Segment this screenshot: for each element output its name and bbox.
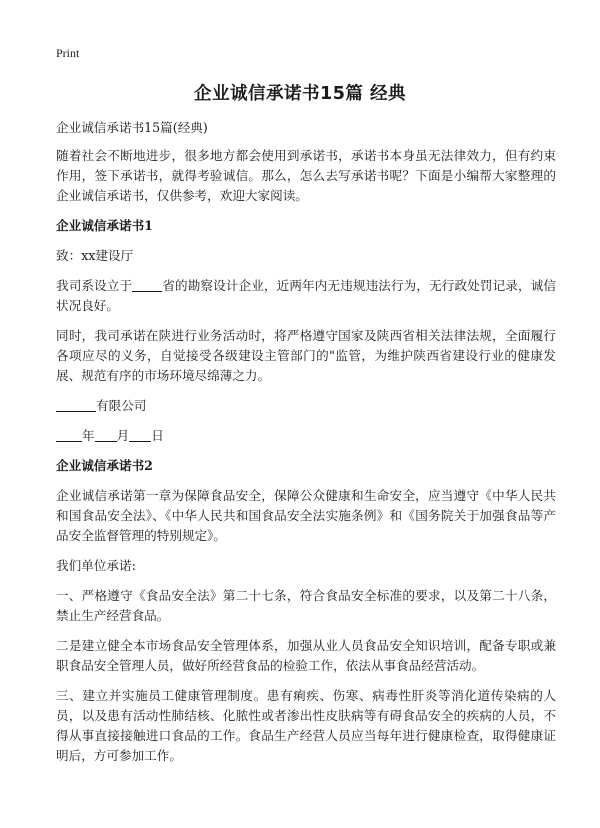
document-body [56, 118, 556, 776]
p1-post: 省的勘察设计企业，近两年内无违规违法行为，无行政处罚记录，诚信状况良好。 [56, 278, 557, 313]
section2-paragraph-2: 我们单位承诺: [56, 558, 136, 573]
date-day: 日 [151, 428, 164, 443]
company-suffix: 有限公司 [96, 398, 147, 413]
blank-company [56, 397, 96, 412]
section2-paragraph-4: 二是建立健全本市场食品安全管理体系，加强从业人员食品安全知识培训，配备专职或兼职食品安全管理人员，做好所经营食品的检验工作，依法从事食品经营活动。 [56, 638, 556, 673]
p1-pre: 我司系设立于 [56, 278, 133, 293]
intro-paragraph: 随着社会不断地进步，很多地方都会使用到承诺书，承诺书本身虽无法律效力，但有约束作用，签下承诺书，就得考验诚信。那么，怎么去写承诺书呢？下面是小编帮大家整理的企业诚信承诺书，仅供参考，欢迎大家阅读。 [56, 148, 556, 203]
subtitle: 企业诚信承诺书15篇(经典) [56, 120, 208, 135]
blank-day [129, 427, 151, 442]
date-year: 年 [82, 428, 95, 443]
date-month: 月 [116, 428, 130, 443]
blank-month [95, 427, 117, 442]
section2-paragraph-1: 企业诚信承诺第一章为保障食品安全，保障公众健康和生命安全，应当遵守《中华人民共和国食品安全法》、《中华人民共和国食品安全法实施条例》和《国务院关于加强食品等产品安全监督管理的特别规定》。 [56, 488, 556, 543]
section-heading-1: 企业诚信承诺书1 [56, 218, 153, 233]
section1-paragraph-1 [56, 276, 556, 316]
section2-paragraph-5: 三、建立并实施员工健康管理制度。患有痢疾、伤寒、病毒性肝炎等消化道传染病的人员，以及患有活动性肺结核、化脓性或者渗出性皮肤病等有碍食品安全的疾病的人员，不得从事直接接触进口食品的工作。食品生产经营人员应当每年进行健康检查，取得健康证明后，方可参加工作。 [56, 688, 556, 763]
section2-paragraph-3: 一、严格遵守《食品安全法》第二十七条，符合食品安全标准的要求，以及第二十八条，禁止生产经营食品。 [56, 588, 556, 623]
blank-year [56, 427, 82, 442]
date-line [56, 426, 556, 446]
page-title: 企业诚信承诺书15篇 经典 [194, 84, 406, 104]
blank-province [132, 277, 162, 292]
company-signature [56, 396, 556, 416]
print-label: Print [56, 46, 80, 60]
section1-paragraph-2: 同时，我司承诺在陕进行业务活动时，将严格遵守国家及陕西省相关法律法规，全面履行各项应尽的义务，自觉接受各级建设主管部门的"监管，为维护陕西省建设行业的健康发展、规范有序的市场环境尽绵薄之力。 [56, 328, 556, 383]
addressee: 致：xx建设厅 [56, 248, 134, 263]
section-heading-2: 企业诚信承诺书2 [56, 458, 153, 473]
